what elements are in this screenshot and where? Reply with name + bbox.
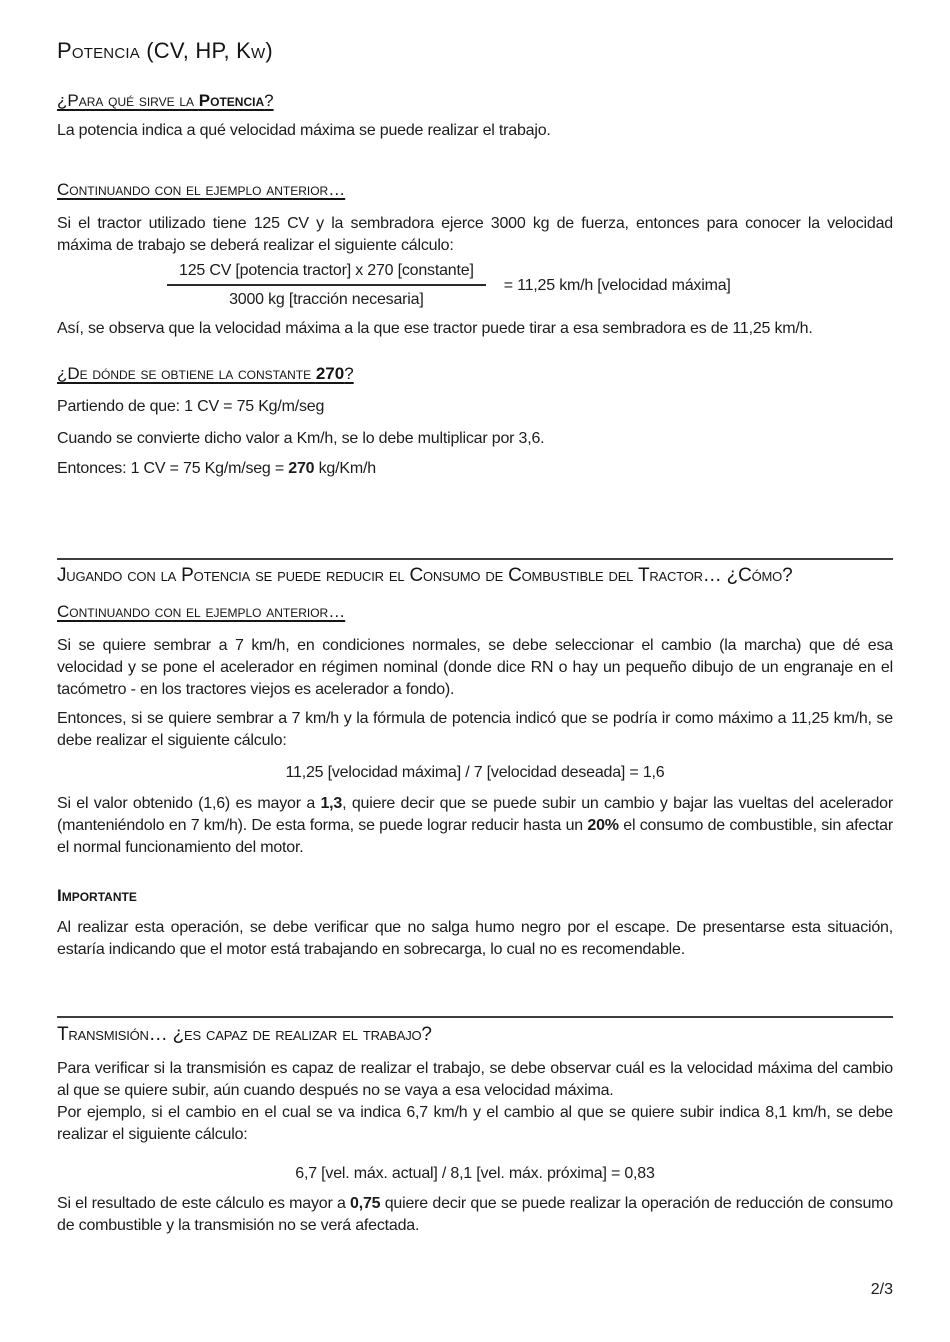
section-divider-1	[57, 558, 893, 560]
paragraph-ejemplo: Si el tractor utilizado tiene 125 CV y la sembradora ejerce 3000 kg de fuerza, entonces para conocer la velocidad máxima de trabajo se deberá realizar el siguiente cálculo:	[57, 215, 893, 254]
text-run: Si el resultado de este cálculo es mayor a	[57, 1195, 351, 1212]
paragraph-entonces-sembrar: Entonces, si se quiere sembrar a 7 km/h y la fórmula de potencia indicó que se podría ir como máximo a 11,25 km/h, se debe realizar el siguiente cálculo:	[57, 710, 893, 749]
paragraph-intro: La potencia indica a qué velocidad máxima se puede realizar el trabajo.	[57, 122, 551, 139]
heading-continuando-1: Continuando con el ejemplo anterior…	[57, 180, 346, 199]
heading-continuando-2: Continuando con el ejemplo anterior…	[57, 602, 346, 621]
text-run-bold: 20%	[587, 817, 619, 834]
text-run: ¿De dónde se obtiene la constante	[57, 364, 316, 383]
formula-velocidad: 11,25 [velocidad máxima] / 7 [velocidad deseada] = 1,6	[285, 764, 665, 781]
paragraph-verificar-transmision: Para verificar si la transmisión es capaz de realizar el trabajo, se debe observar cuál es la velocidad máxima del cambio al que se quiere subir, aún cuando después no se vaya a esa velocidad máxima.	[57, 1060, 893, 1099]
fraction-result: = 11,25 km/h [velocidad máxima]	[503, 276, 731, 294]
text-run: ?	[264, 91, 274, 110]
fraction-numerator: 125 CV [potencia tractor] x 270 [constante]	[167, 260, 486, 286]
text-run: Si el valor obtenido (1,6) es mayor a	[57, 795, 321, 812]
fraction-denominator: 3000 kg [tracción necesaria]	[229, 291, 424, 308]
text-run-bold: 270	[315, 364, 345, 383]
paragraph-constante-1: Partiendo de que: 1 CV = 75 Kg/m/seg	[57, 398, 325, 415]
text-run: ¿Para qué sirve la	[57, 91, 199, 110]
text-run: Entonces: 1 CV = 75 Kg/m/seg =	[57, 460, 289, 477]
formula-fraction	[167, 260, 486, 310]
text-run-bold: Potencia	[198, 91, 265, 110]
page-number: 2/3	[870, 1281, 893, 1298]
paragraph-por-ejemplo: Por ejemplo, si el cambio en el cual se va indica 6,7 km/h y el cambio al que se quiere subir indica 8,1 km/h, se debe realizar el siguiente cálculo:	[57, 1104, 893, 1143]
text-run: el consumo de combustible, sin afectar el normal funcionamiento del motor.	[57, 817, 893, 856]
paragraph-valor-obtenido	[57, 793, 893, 859]
paragraph-resultado-calculo	[57, 1193, 893, 1237]
heading-importante: Importante	[57, 886, 137, 905]
heading-para-que-sirve	[57, 91, 893, 111]
text-run: kg/Km/h	[314, 460, 376, 477]
formula-potencia	[57, 260, 893, 310]
paragraph-importante: Al realizar esta operación, se debe verificar que no salga humo negro por el escape. De presentarse esta situación, estaría indicando que el motor está trabajando en sobrecarga, lo cual no es recomendable.	[57, 919, 893, 958]
text-run-bold: 1,3	[320, 795, 343, 812]
paragraph-sembrar: Si se quiere sembrar a 7 km/h, en condiciones normales, se debe seleccionar el cambio (la marcha) que dé esa velocidad y se pone el acelerador en régimen nominal (donde dice RN o hay un pequeño dibujo de un engranaje en el tacómetro - en los tractores viejos es acelerador a fondo).	[57, 637, 893, 698]
text-run: quiere decir que se puede realizar la operación de reducción de consumo de combustible y la transmisión no se verá afectada.	[57, 1195, 893, 1234]
paragraph-constante-3	[57, 458, 893, 480]
section-divider-2	[57, 1016, 893, 1018]
text-run: , quiere decir que se puede subir un cambio y bajar las vueltas del acelerador (manteniéndolo en 7 km/h). De esta forma, se puede lograr reducir hasta un	[57, 795, 893, 834]
text-run: ?	[344, 364, 354, 383]
formula-transmision: 6,7 [vel. máx. actual] / 8,1 [vel. máx. próxima] = 0,83	[295, 1165, 655, 1182]
paragraph-constante-2: Cuando se convierte dicho valor a Km/h, se lo debe multiplicar por 3,6.	[57, 430, 545, 447]
heading-transmision: Transmisión… ¿es capaz de realizar el trabajo?	[57, 1024, 432, 1045]
paragraph-resultado: Así, se observa que la velocidad máxima a la que ese tractor puede tirar a esa sembradora es de 11,25 km/h.	[57, 320, 813, 337]
heading-jugando-potencia: Jugando con la Potencia se puede reducir el Consumo de Combustible del Tractor… ¿Cómo?	[57, 565, 793, 586]
text-run-bold: 270	[288, 460, 315, 477]
heading-constante-270	[57, 364, 893, 384]
text-run-bold: 0,75	[350, 1195, 381, 1212]
page-title: Potencia (CV, HP, Kw)	[57, 38, 273, 63]
